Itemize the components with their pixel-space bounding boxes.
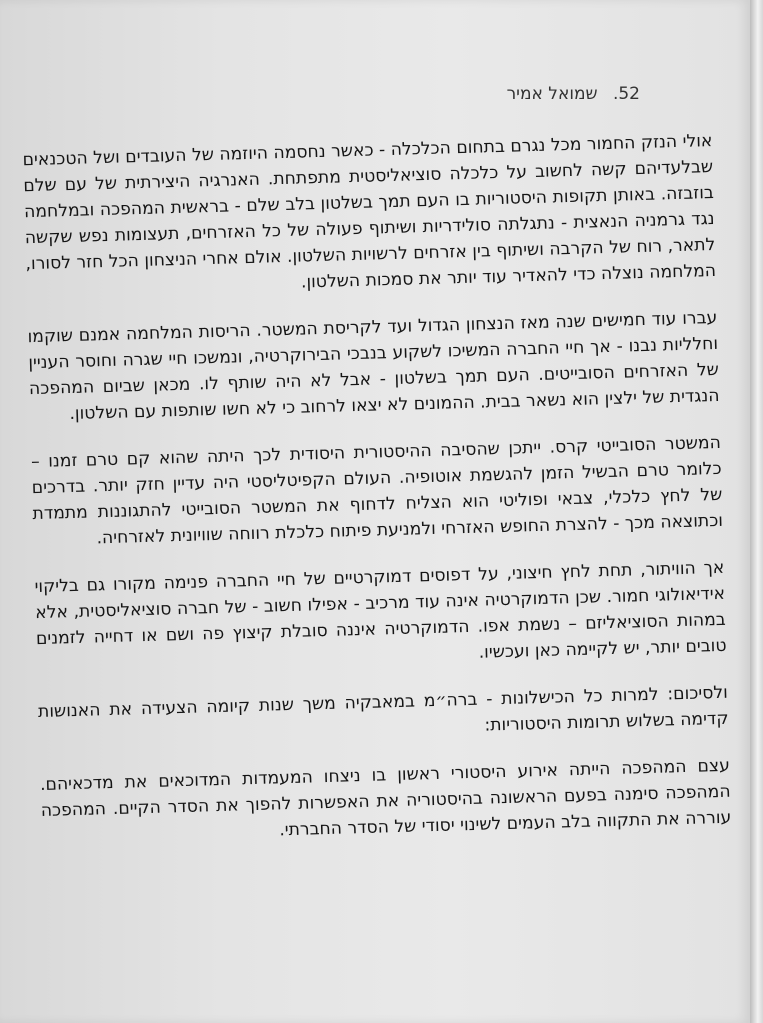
paragraph: אך הוויתור, תחת לחץ חיצוני, על דפוסים דמוקרטיים של חיי החברה פנימה מקורו גם בליקוי אידיאולוגי חמור. שכן הדמוקרטיה אינה עוד מרכיב - אפילו חשוב - של חברה סוציאליסטית, אלא במהות הסוציאליזם – נשמת אפו. הדמוקרטיה איננה סובלת קיצוץ פה ושם או דחייה לזמנים טובים יותר, יש לקיימה כאן ועכשיו. (34, 557, 727, 663)
running-header (507, 84, 640, 104)
paragraph: המשטר הסובייטי קרס. ייתכן שהסיבה ההיסטורית היסודית לכך היתה שהוא קם טרם זמנו – כלומר טרם הבשיל הזמן להגשמת אוטופיה. העולם הקפיטליסטי היה עדיין חזק יותר. בדרכים של לחץ כלכלי, צבאי ופוליטי הוא הצליח לדחוף את המשטר הסובייטי להתגוננות מתמדת וכתוצאה מכך - להצרת החופש האזרחי ולמניעת פיתוח כלכלת רווחה שוויונית לאזרחיה. (30, 432, 724, 549)
paragraph: עברו עוד חמישים שנה מאז הנצחון הגדול ועד לקריסת המשטר. הריסות המלחמה אמנם שוקמו וחלליות נבנו - אך חיי החברה המשיכו לשקוע בנבכי הבירוקרטיה, ונמשכו חיי שגרה וחוסר העניין של האזרחים הסובייטים. העם תמך בשלטון - אבל לא היה שותף לו. מכאן שביום המהפכה הנגדית של ילצין הוא נשאר בבית. ההמונים לא יצאו לרחוב כי לא חשו שותפות עם השלטון. (27, 307, 720, 425)
book-spine-edge (750, 0, 763, 1023)
paragraph: ולסיכום: למרות כל הכישלונות - ברה״מ במאבקיה משך שנות קיומה הצעידה את האנושות קדימה בשלוש תרומות היסטוריות: (37, 682, 729, 736)
author-name: שמואל אמיר (506, 84, 598, 104)
page-number: 52. (612, 84, 640, 104)
paragraph: אולי הנזק החמור מכל נגרם בתחום הכלכלה - כאשר נחסמה היוזמה של העובדים ושל הטכנאים שבלעדיהם קשה לחשוב על כלכלה סוציאליסטית מתפתחת. האנרגיה היצירתית של עם שלם בוזבזה. באותן תקופות היסטוריות בו העם תמך בשלטון בלב שלם - בראשית המהפכה ובמלחמה נגד גרמניה הנאצית - נתגלתה סולידריות ושיתוף פעולה של כל האזרחים, תעצומות נפש שקשה לתאר, רוח של הקרבה ושיתוף בין אזרחים לרשויות השלטון. אולם אחרי הניצחון הכל חזר לסורו, המלחמה נוצלה כדי להאדיר עוד יותר את סמכות השלטון. (22, 130, 717, 293)
paragraph: עצם המהפכה הייתה אירוע היסטורי ראשון בו ניצחו המעמדות המדוכאים את מדכאיהם. המהפכה סימנה בפעם הראשונה בהיסטוריה את האפשרות להפוך את הסדר הקיים. המהפכה עוררה את התקווה בלב העמים לשינוי יסודי של הסדר החברתי. (39, 755, 732, 841)
page-body (22, 128, 732, 871)
